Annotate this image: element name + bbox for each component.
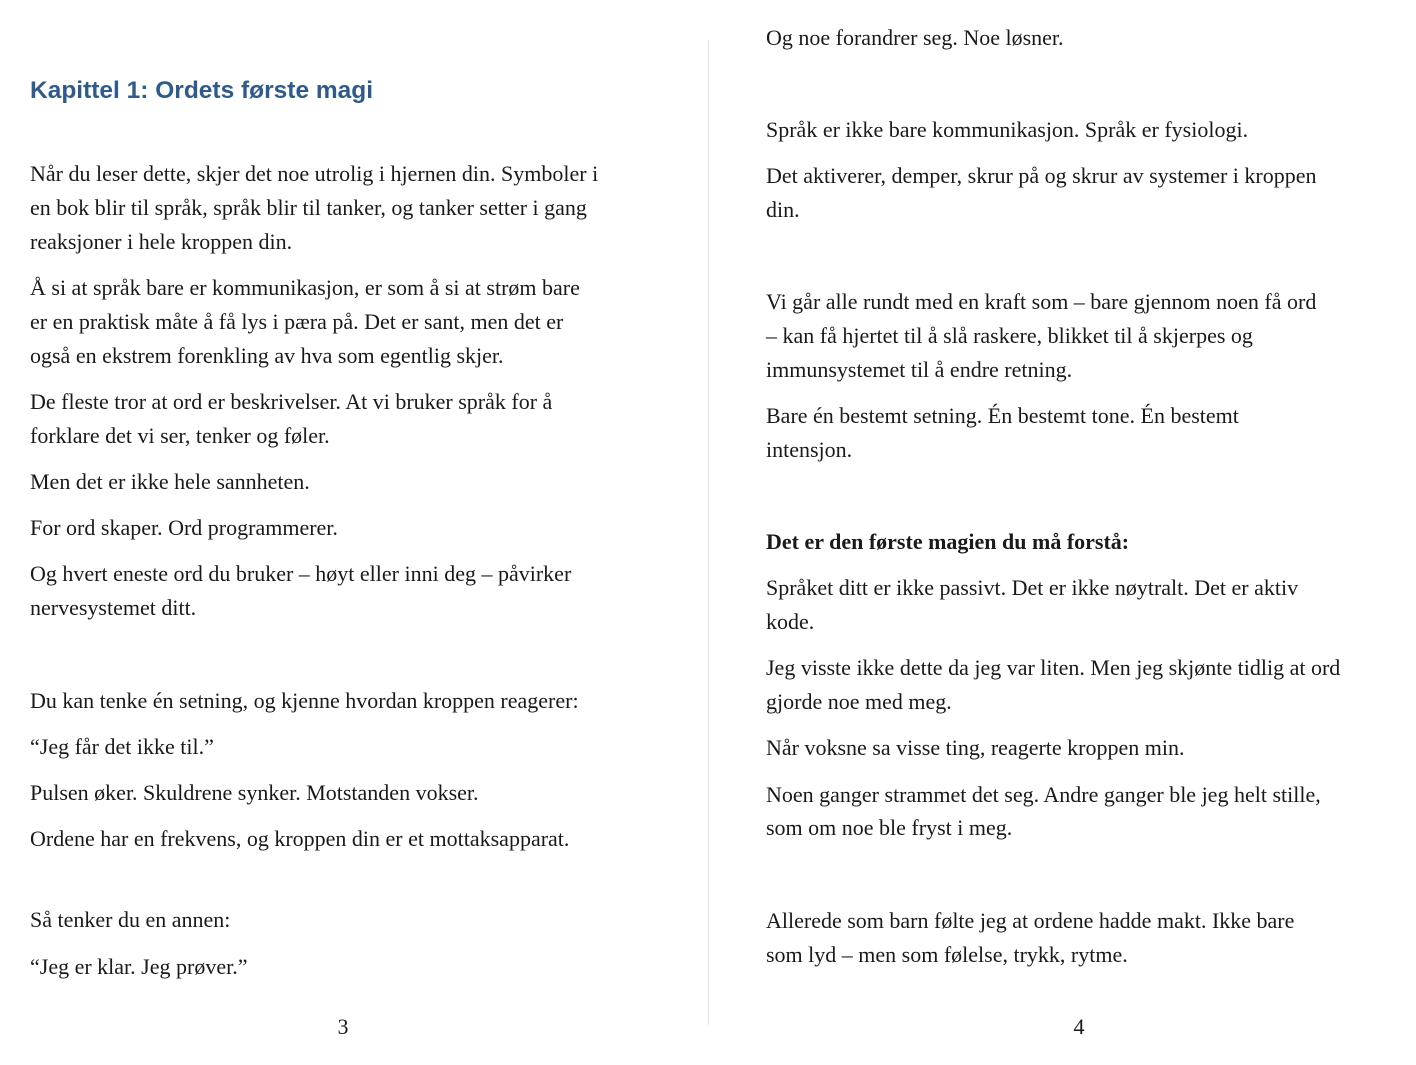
text-line: Jeg visste ikke dette da jeg var liten. Men jeg skjønte tidlig at ord <box>766 655 1341 680</box>
text-line: Så tenker du en annen: <box>30 907 231 932</box>
text-line: Noen ganger strammet det seg. Andre ganger ble jeg helt stille, <box>766 782 1321 807</box>
text-line: – kan få hjertet til å slå raskere, blikket til å skjerpes og <box>766 323 1253 348</box>
text-line: Pulsen øker. Skuldrene synker. Motstanden vokser. <box>30 780 479 805</box>
text-line: For ord skaper. Ord programmerer. <box>30 515 338 540</box>
right-page <box>709 0 1416 1065</box>
text-line: Når du leser dette, skjer det noe utrolig i hjernen din. Symboler i <box>30 161 599 186</box>
text-line: nervesystemet ditt. <box>30 595 197 620</box>
text-line: kode. <box>766 609 815 634</box>
text-line: Og hvert eneste ord du bruker – høyt eller inni deg – påvirker <box>30 561 572 586</box>
text-line: Når voksne sa visse ting, reagerte kroppen min. <box>766 735 1185 760</box>
text-line: Språket ditt er ikke passivt. Det er ikke nøytralt. Det er aktiv <box>766 575 1299 600</box>
text-line: Ordene har en frekvens, og kroppen din er et mottaksapparat. <box>30 826 570 851</box>
text-line: en bok blir til språk, språk blir til tanker, og tanker setter i gang <box>30 195 587 220</box>
text-line: din. <box>766 197 800 222</box>
text-line: reaksjoner i hele kroppen din. <box>30 229 293 254</box>
quote-line: “Jeg er klar. Jeg prøver.” <box>30 954 248 979</box>
text-line: er en praktisk måte å få lys i pæra på. Det er sant, men det er <box>30 309 564 334</box>
text-line: Bare én bestemt setning. Én bestemt tone. Én bestemt <box>766 403 1239 428</box>
page-number: 3 <box>337 1014 349 1039</box>
text-line: som lyd – men som følelse, trykk, rytme. <box>766 942 1128 967</box>
text-line: Å si at språk bare er kommunikasjon, er som å si at strøm bare <box>30 275 580 300</box>
text-line: gjorde noe med meg. <box>766 689 952 714</box>
text-line: Men det er ikke hele sannheten. <box>30 469 310 494</box>
page-number: 4 <box>1073 1014 1085 1039</box>
text-line: Du kan tenke én setning, og kjenne hvordan kroppen reagerer: <box>30 688 579 713</box>
text-line: Allerede som barn følte jeg at ordene hadde makt. Ikke bare <box>766 908 1295 933</box>
bold-statement: Det er den første magien du må forstå: <box>766 529 1130 554</box>
text-line: også en ekstrem forenkling av hva som egentlig skjer. <box>30 343 504 368</box>
text-line: De fleste tror at ord er beskrivelser. At vi bruker språk for å <box>30 389 553 414</box>
text-line: immunsystemet til å endre retning. <box>766 357 1073 382</box>
chapter-heading: Kapittel 1: Ordets første magi <box>30 77 374 104</box>
text-line: forklare det vi ser, tenker og føler. <box>30 423 330 448</box>
text-line: som om noe ble fryst i meg. <box>766 815 1013 840</box>
text-line: intensjon. <box>766 437 853 462</box>
text-line: Og noe forandrer seg. Noe løsner. <box>766 25 1064 50</box>
text-line: Det aktiverer, demper, skrur på og skrur av systemer i kroppen <box>766 163 1317 188</box>
text-line: Språk er ikke bare kommunikasjon. Språk er fysiologi. <box>766 117 1249 142</box>
quote-line: “Jeg får det ikke til.” <box>30 734 214 759</box>
text-line: Vi går alle rundt med en kraft som – bare gjennom noen få ord <box>766 289 1317 314</box>
